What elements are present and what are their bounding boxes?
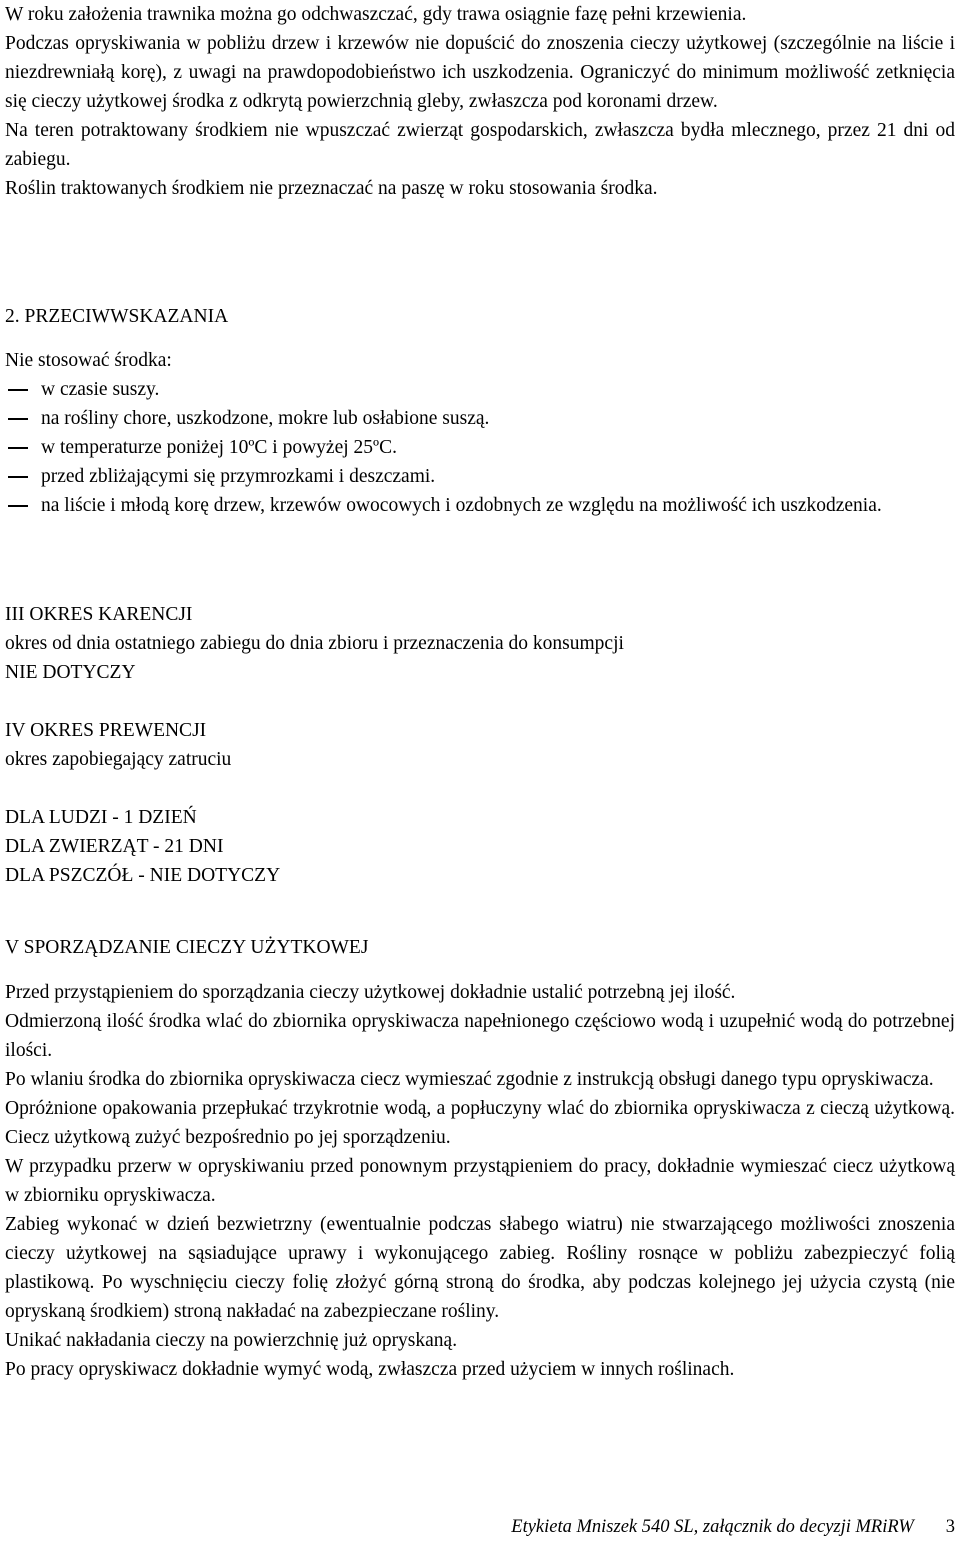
paragraph: W roku założenia trawnika można go odchwaszczać, gdy trawa osiągnie fazę pełni krzewienia. [5,4,747,25]
section-value: NIE DOTYCZY [5,662,136,683]
section-line: okres zapobiegający zatruciu [5,749,232,770]
section-heading: IV OKRES PREWENCJI [5,720,207,741]
paragraph: Opróżnione opakowania przepłukać trzykrotnie wodą, a popłuczyny wlać do zbiornika opryskiwacza z cieczą użytkową. Ciecz użytkową zużyć bezpośrednio po jej sporządzeniu. [5,1098,955,1148]
paragraph: Na teren potraktowany środkiem nie wpuszczać zwierząt gospodarskich, zwłaszcza bydła mlecznego, przez 21 dni od zabiegu. [5,120,955,170]
paragraph: Podczas opryskiwania w pobliżu drzew i krzewów nie dopuścić do znoszenia cieczy użytkowej (szczególnie na liście i niezdrewniałą korę), z uwagi na prawdopodobieństwo ich uszkodzenia. Ograniczyć do minimum możliwość zetknięcia się cieczy użytkowej środka z odkrytą powierzchnią gleby, zwłaszcza pod koronami drzew. [5,33,955,112]
list-item: na rośliny chore, uszkodzone, mokre lub osłabione suszą. [5,404,955,433]
intro-section [5,0,955,203]
paragraph: Po wlaniu środka do zbiornika opryskiwacza ciecz wymieszać zgodnie z instrukcją obsługi danego typu opryskiwacza. [5,1069,934,1090]
section-preparation [5,933,955,1384]
prevention-row: DLA ZWIERZĄT - 21 DNI [5,836,224,857]
page-footer [0,1515,955,1539]
footer-text: Etykieta Mniszek 540 SL, załącznik do decyzji MRiRW [511,1517,914,1537]
paragraph: Unikać nakładania cieczy na powierzchnię już opryskaną. [5,1330,458,1351]
prevention-row: DLA PSZCZÓŁ - NIE DOTYCZY [5,865,281,886]
section-heading: V SPORZĄDZANIE CIECZY UŻYTKOWEJ [5,937,369,958]
list-item: na liście i młodą korę drzew, krzewów owocowych i ozdobnych ze względu na możliwość ich uszkodzenia. [5,491,955,520]
paragraph: Po pracy opryskiwacz dokładnie wymyć wodą, zwłaszcza przed użyciem w innych roślinach. [5,1359,735,1380]
section-lead: Nie stosować środka: [5,350,172,371]
paragraph: Odmierzoną ilość środka wlać do zbiornika opryskiwacza napełnionego częściowo wodą i uzupełnić wodą do potrzebnej ilości. [5,1011,955,1061]
section-contraindications [5,302,955,520]
prevention-row: DLA LUDZI - 1 DZIEŃ [5,807,197,828]
paragraph: Roślin traktowanych środkiem nie przeznaczać na paszę w roku stosowania środka. [5,178,658,199]
list-item: w temperaturze poniżej 10ºC i powyżej 25ºC. [5,433,955,462]
section-karencja [5,600,955,687]
section-prewencja [5,716,955,890]
section-line: okres od dnia ostatniego zabiegu do dnia zbioru i przeznaczenia do konsumpcji [5,633,624,654]
page-number: 3 [945,1517,955,1537]
contraindication-list [5,375,955,520]
paragraph: Zabieg wykonać w dzień bezwietrzny (ewentualnie podczas słabego wiatru) nie stwarzającego możliwości znoszenia cieczy użytkowej na sąsiadujące uprawy i wykonującego zabieg. Rośliny rosnące w pobliżu zabezpieczyć folią plastikową. Po wyschnięciu cieczy folię złożyć górną stroną do środka, aby podczas kolejnego jej użycia czystą (nie opryskaną środkiem) stroną nakładać na zabezpieczane rośliny. [5,1214,955,1322]
list-item: przed zbliżającymi się przymrozkami i deszczami. [5,462,955,491]
list-item: w czasie suszy. [5,375,955,404]
preparation-body [5,978,955,1384]
paragraph: W przypadku przerw w opryskiwaniu przed ponownym przystąpieniem do pracy, dokładnie wymieszać ciecz użytkową w zbiorniku opryskiwacza. [5,1156,955,1206]
section-heading: 2. PRZECIWWSKAZANIA [5,306,229,327]
paragraph: Przed przystąpieniem do sporządzania cieczy użytkowej dokładnie ustalić potrzebną jej ilość. [5,982,736,1003]
section-heading: III OKRES KARENCJI [5,604,193,625]
